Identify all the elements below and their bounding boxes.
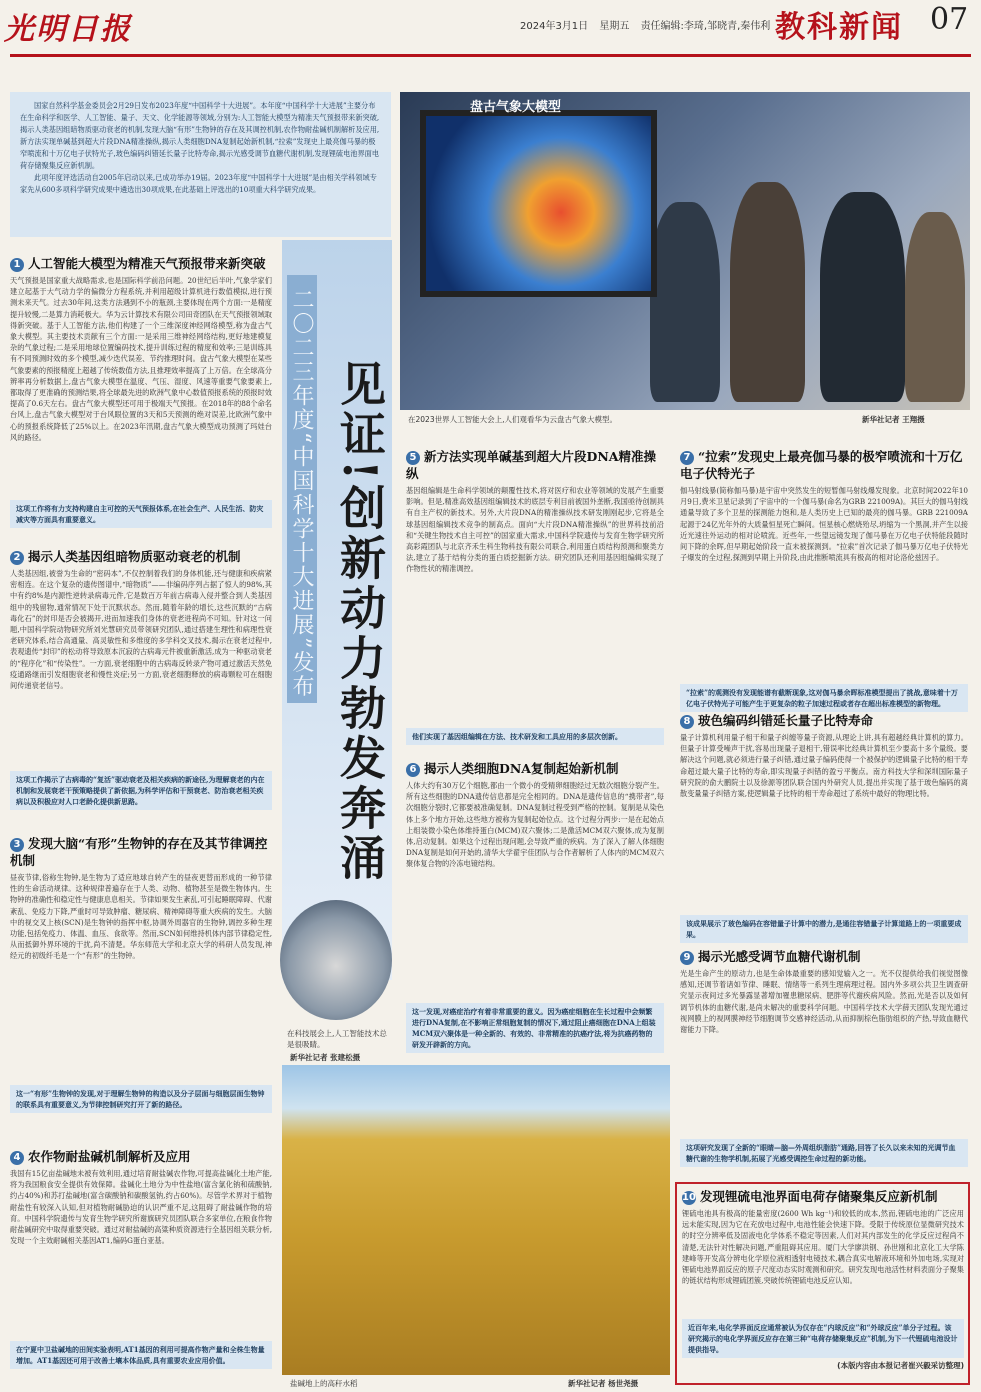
article-body: 量子计算机利用量子相干和量子纠缠等量子资源,从理论上讲,具有超越经典计算机的算力。但量子计算受噪声干扰,容易出现量子退相干,错误率比经典计算机至少要高十多个量级。要解决这个问题,就必须进行量子纠错,通过量子编码使得一个被保护的逻辑量子比特的相干寿命超过最大量子比特的寿命,即实现量子纠错的盈亏平衡点。南方科技大学和深圳国际量子研究院的俞大鹏院士以及徐源等团队联合国内外研究人员,提出并实现了基于玻色编码的离散变量量子纠错方案,使逻辑量子比特的相干寿命超过了系统中最好的物理比特。: [680, 733, 968, 799]
photo-ai-caption: 在2023世界人工智能大会上,人们观看华为云盘古气象大模型。: [408, 415, 617, 424]
article-note: 这项工作将有力支持构建自主可控的天气预报体系,在社会生产、人民生活、防灾减灾等方面具有重要意义。: [10, 500, 272, 528]
article-number: 5: [406, 451, 420, 465]
article-footer: (本版内容由本报记者崔兴毅采访整理): [837, 1361, 964, 1370]
article-10: [682, 1188, 964, 1371]
article-heading: 7 “拉索”发现史上最亮伽马暴的极窄喷流和十万亿电子伏特光子: [680, 449, 963, 481]
article-9: [680, 948, 968, 1167]
article-body: 光是生命产生的原动力,也是生命体最重要的感知觉输入之一。光不仅提供给我们视觉图像感知,还调节着诸如节律、睡眠、情绪等一系列生理病理过程。国内外多项公共卫生调查研究显示夜间过多光暴露显著增加罹患糖尿病、肥胖等代谢疾病风险。然而,光是否以及如何调节机体的血糖代谢,是尚未解决的重要科学问题。中国科学技术大学薛天团队发现光通过视网膜上的视网膜神经节细胞调节交感神经活动,从而抑制棕色脂肪组织的产热,导致血糖代谢能力下降。: [680, 969, 968, 1035]
editors-line: 责任编辑:李琦,邹晓青,秦伟利: [640, 21, 771, 32]
article-2: [10, 548, 272, 810]
article-body: 人体大约有30万亿个细胞,都由一个微小的受精卵细胞经过无数次细胞分裂产生。所有这些细胞的DNA遗传信息都是完全相同的。DNA是遗传信息的“携带者”,每次细胞分裂时,它都要被准确复制。DNA复制过程受到严格的控制。复制是从染色体上多个地方开始,这些地方被称为复制起始位点。这个过程分两步:一是在起始点上组装微小染色体维持蛋白(MCM)双六聚体;二是激活MCM双六聚体,成为复制体,启动复制。如果这个过程出现问题,会导致严重的疾病。为了深入了解人体细胞DNA复制是如何开始的,清华大学翟宇佳团队与合作者解析了人体内的MCM双六聚体复合物的冷冻电镜结构。: [406, 781, 664, 869]
masthead-meta: [520, 17, 770, 32]
article-number: 1: [10, 258, 24, 272]
photo-rice-credit: 新华社记者 杨世尧摄: [568, 1379, 639, 1388]
article-heading: 2 揭示人类基因组暗物质驱动衰老的机制: [10, 548, 272, 565]
newspaper-logo: 光明日报: [4, 12, 132, 47]
article-body: 人类基因组,被誉为生命的“密码本”,不仅控制着我们的身体机能,还与健康和疾病紧密相连。在这个复杂的遗传图谱中,“暗物质”——非编码序列占据了惊人的98%,其中有约8%是内源性逆转录病毒元件,它是数百万年前古病毒入侵并整合到人类基因组中的残留物,通常情况下处于沉默状态。然而,随着年龄的增长,这些沉默的“古病毒化石”的封印是否会被揭开,进而加速我们身体的衰老进程尚不可知。针对这一问题,中国科学院动物研究所刘光慧研究员带领研究团队,通过搭建生理性和病理性衰老研究体系,结合高通量、高灵敏性和多维度的多学科交叉技术,揭示在衰老过程中,表观遗传“封印”的松动将导致原本沉寂的古病毒元件被重新激活,成为一种驱动衰老的“程序化”和“传染性”。一方面,衰老细胞中的古病毒反转录产物可通过激活天然免疫通路继而引发细胞衰老和慢性炎症;另一方面,衰老细胞释放的病毒颗粒可在细胞间传递衰老信号。: [10, 569, 272, 691]
photo-robot-credit: 新华社记者 张建松摄: [290, 1053, 361, 1062]
photo-rice-field: [282, 1065, 670, 1375]
article-heading: 9 揭示光感受调节血糖代谢机制: [680, 948, 968, 965]
feature-title: 见证!创新动力勃发奔涌: [333, 360, 387, 885]
intro-paragraph-1: 国家自然科学基金委员会2月29日发布2023年度“中国科学十大进展”。本年度“中国科学十大进展”主要分布在生命科学和医学、人工智能、量子、天文、化学能源等领域,分别为:人工智能大模型为精准天气预报带来新突破,揭示人类基因组暗物质驱动衰老的机制,发现大脑“有形”生物钟的存在及其调控机制,农作物耐盐碱机制解析及应用,新方法实现单碱基到超大片段DNA精准操纵,揭示人类细胞DNA复制起始新机制,“拉索”发现史上最亮伽马暴的极窄喷流和十万亿电子伏特光子,玻色编码纠错延长量子比特寿命,揭示光感受调节血糖代谢机制,发现锂硫电池界面电荷存储聚集反应新机制。: [20, 101, 380, 170]
article-number: 4: [10, 1151, 24, 1165]
article-number: 6: [406, 763, 420, 777]
photo-person: [820, 192, 905, 402]
article-note: 在宁夏中卫盐碱地的田间实验表明,AT1基因的利用可提高作物产量和全株生物量增加。AT1基因还可用于改善土壤本体品质,具有重要农业应用价值。: [10, 1341, 272, 1369]
article-heading: 1 人工智能大模型为精准天气预报带来新突破: [10, 255, 272, 272]
article-body: 昼夜节律,俗称生物钟,是生物为了适应地球自转产生的昼夜更替而形成的一种节律性的生命活动规律。这种规律普遍存在于人类、动物、植物甚至是微生物体内。生物钟的准确性和稳定性与健康息息相关。节律如果发生紊乱,可引起睡眠障碍、代谢紊乱、免疫力下降,严重时可导致肿瘤、糖尿病、精神障碍等重大疾病的发生。大脑中的视交叉上核(SCN)是生物钟的指挥中枢,协调外周器官的生物钟,调控多种生理功能,包括免疫力、体温、血压、食欲等。然而,SCN如何维持机体内部节律稳定性,从而抵御外界环境的干扰,尚不清楚。华东师范大学和北京大学的科研人员发现,神经元的初级纤毛是一个“有形”的生物钟。: [10, 873, 272, 961]
article-heading: 3 发现大脑“有形”生物钟的存在及其节律调控机制: [10, 836, 268, 868]
photo-person: [905, 212, 965, 402]
article-heading: 4 农作物耐盐碱机制解析及应用: [10, 1148, 272, 1165]
article-note: 这一发现,对癌症治疗有着非常重要的意义。因为癌症细胞在生长过程中会频繁进行DNA复制,在不影响正常细胞复制的情况下,通过阻止癌细胞在DNA上组装MCM双六聚体是一种全新的、有效的、非常精准的抗癌疗法,将为抗癌药物的研发开辟新的方向。: [406, 1003, 664, 1053]
article-body: 天气预报是国家重大战略需求,也是国际科学前沿问题。20世纪后半叶,气象学家们建立起基于大气动力学的偏微分方程系统,并利用超级计算机进行数值模拟,进行预测未来天气。过去30年间,这类方法遇到不小的瓶颈,主要体现在两个方面:一是精度提升较慢,二是算力消耗极大。华为云计算技术有限公司田奇团队在天气预报领域取得新突破。基于人工智能方法,他们构建了一个三维深度神经网络模型,称为盘古气象大模型。其主要技术贡献有三个方面:一是采用三维神经网络结构,更好地建模复杂的气象过程;二是采用地球位置编码技术,提升训练过程的精度和效率;三是训练具有不同预测时效的多个模型,减少迭代误差、节约推理时间。盘古气象大模型在某些气象要素的预报精度上超越了传统数值方法,且推理效率提高了上万倍。在全球高分辨率再分析数据上,盘古气象大模型在温度、气压、湿度、风速等重要气象要素上,都取得了更准确的预测结果,将全球最先进的欧洲气象中心数值预报系统的预报时效提高了0.6天左右。盘古气象大模型还可用于极端天气预报。在2018年的88个命名台风上,盘古气象大模型对于台风眼位置的3天和5天预测的绝对误差,比欧洲气象中心的预报系统降低了25%以上。在2023年汛期,盘古气象大模型成功预测了玛娃台风的路径。: [10, 276, 272, 442]
article-heading: 5 新方法实现单碱基到超大片段DNA精准操纵: [406, 449, 656, 481]
article-note: “拉索”的观测没有发现能谱有截断现象,这对伽马暴余晖标准模型提出了挑战,意味着十万亿电子伏特光子可能产生于更复杂的粒子加速过程或者存在超出标准模型的新物理。: [680, 684, 968, 712]
photo-robot: [280, 900, 392, 1020]
photo-robot-caption: 在科技展会上,人工智能技术总是很吸睛。: [287, 1029, 387, 1049]
screen-label: 盘古气象大模型: [470, 100, 562, 115]
article-note: 他们实现了基因组编辑在方法、技术研发和工具应用的多层次创新。: [406, 728, 664, 745]
article-number: 9: [680, 951, 694, 965]
article-body: 基因组编辑是生命科学领域的颠覆性技术,将对医疗和农业等领域的发展产生重要影响。但是,精准高效基因组编辑技术的底层专利目前被国外垄断,我国亟待创制具有自主产权的新技术。另外,大片段DNA的精准操纵技术研发刚刚起步,它将是全球基因组编辑技术竞争的制高点。面向“大片段DNA精准操纵”的世界科技前沿和“关键生物技术自主可控”的国家重大需求,中国科学院遗传与发育生物学研究所高彩霞团队与北京齐禾生科生物科技有限公司联合,利用蛋白质结构预测和聚类方法,建立了基于结构分类的蛋白质挖掘新方法。研究团队还利用基因组编辑实现了作物性状的精准调控。: [406, 486, 664, 574]
intro-box: [10, 92, 391, 237]
article-number: 7: [680, 451, 694, 465]
issue-weekday: 星期五: [599, 21, 630, 32]
article-6: [406, 760, 664, 1053]
page-number: 07: [930, 2, 969, 37]
article-number: 2: [10, 551, 24, 565]
article-number: 8: [680, 715, 694, 729]
article-number: 10: [682, 1192, 696, 1203]
article-body: 我国有15亿亩盐碱地未被有效利用,通过培育耐盐碱农作物,可提高盐碱化土地产能,将为我国粮食安全提供有效保障。盐碱化土地分为中性盐地(富含氯化钠和硫酸钠,约占40%)和苏打盐碱地(富含碳酸钠和碳酸氢钠,约占60%)。尽管学术界对于植物耐盐性有较深入认知,但对植物耐碱胁迫的认识严重不足,这阻碍了耐盐碱作物的培育。中国科学院遗传与发育生物学研究所谢旗研究员团队联合多家单位,在粮食作物耐盐碱研究中取得重要突破。通过对耐盐碱的高粱种质资源进行全基因组关联分析,发现一个主效耐碱相关基因AT1,编码G蛋白亚基。: [10, 1169, 272, 1246]
issue-date: 2024年3月1日: [520, 21, 589, 32]
article-note: 这项工作揭示了古病毒的“复活”驱动衰老及相关疾病的新途径,为理解衰老的内在机制和发展衰老干预策略提供了新依据,为科学评估和干预衰老、防治衰老相关疾病以及积极应对人口老龄化提供新思路。: [10, 771, 272, 810]
weather-model-screen: [420, 110, 657, 297]
article-heading: 10 发现锂硫电池界面电荷存储聚集反应新机制: [682, 1189, 938, 1204]
photo-ai-credit: 新华社记者 王翔摄: [862, 415, 925, 424]
intro-paragraph-2: 此项年度评选活动自2005年启动以来,已成功举办19届。2023年度“中国科学十大进展”是由相关学科领域专家先从600多项科学研究成果中遴选出30项成果,在此基础上评选出的10项重大科学研究成果。: [20, 173, 377, 194]
article-number: 3: [10, 838, 24, 852]
feature-subtitle: 二〇二三年度“中国科学十大进展”发布: [287, 275, 317, 703]
photo-rice-caption: 盐碱地上的高秆水稻: [290, 1379, 358, 1388]
article-1: [10, 255, 272, 528]
article-note: 该成果展示了玻色编码在容错量子计算中的潜力,是通往容错量子计算道路上的一项重要成果。: [680, 915, 968, 943]
article-5: [406, 448, 664, 745]
article-note: 这项研究发现了全新的“眼睛—脑—外周组织脂肪”通路,回答了长久以来未知的光调节血糖代谢的生物学机制,拓展了光感受调控生命过程的新功能。: [680, 1139, 968, 1167]
article-heading: 8 玻色编码纠错延长量子比特寿命: [680, 712, 968, 729]
section-title: 教科新闻: [775, 10, 903, 45]
article-body: 锂硫电池具有极高的能量密度(2600 Wh kg⁻¹)和较低的成本,然而,锂硫电池的广泛应用远未能实现,因为它在充放电过程中,电池性能会快速下降。受限于传统原位显微研究技术的时空分辨率低及固液电化学体系不稳定等因素,人们对其内部发生的化学反应过程尚不清楚,无法针对性解决问题,严重阻碍其应用。厦门大学廖洪钢、孙世刚和北京化工大学陈建峰等开发高分辨电化学原位液相透射电镜技术,耦合真实电解液环境和外加电场,实现对锂硫电池界面反应的原子尺度动态实时观测和研究。研究发现电池活性材料表面分子聚集的链状结构形成锂硫团簇,突破传统锂硫电池反应认知。: [682, 1209, 964, 1286]
article-body: 伽马射线暴(简称伽马暴)是宇宙中突然发生的短暂伽马射线爆发现象。北京时间2022年10月9日,费米卫星记录到了宇宙中的一个伽马暴(命名为GRB 221009A)。其巨大的伽马射线通量导致了多个卫星的探测能力饱和,是人类历史上已知的最亮的伽马暴。GRB 221009A起源于24亿光年外的大质量恒星死亡瞬间。恒星核心燃烧殆尽,坍缩为一个黑洞,并产生以接近光速往外运动的相对论喷流。近些年,一些望远镜发现了伽马暴在万亿电子伏特能段随时间下降的余晖,但早期起始阶段一直未被探测到。“拉索”首次记录了伽马暴万亿电子伏特光子爆发的全过程,探测到早期上升阶段,由此推断喷流具有极高的相对论洛伦兹因子。: [680, 486, 968, 563]
article-3: [10, 835, 272, 1113]
photo-person: [650, 202, 720, 402]
article-note: 这一“有形”生物钟的发现,对于理解生物钟的构造以及分子层面与细胞层面生物钟的联系具有重要意义,为节律控制研究打开了新的路径。: [10, 1085, 272, 1113]
article-8: [680, 712, 968, 943]
photo-person: [730, 182, 805, 402]
article-7: [680, 448, 968, 712]
article-note: 近百年来,电化学界面反应通常被认为仅存在“内球反应”和“外球反应”单分子过程。该研究揭示的电化学界面反应存在第三种“电荷存储聚集反应”机制,为下一代锂硫电池设计提供指导。: [682, 1319, 964, 1358]
article-4: [10, 1148, 272, 1369]
article-heading: 6 揭示人类细胞DNA复制起始新机制: [406, 760, 664, 777]
